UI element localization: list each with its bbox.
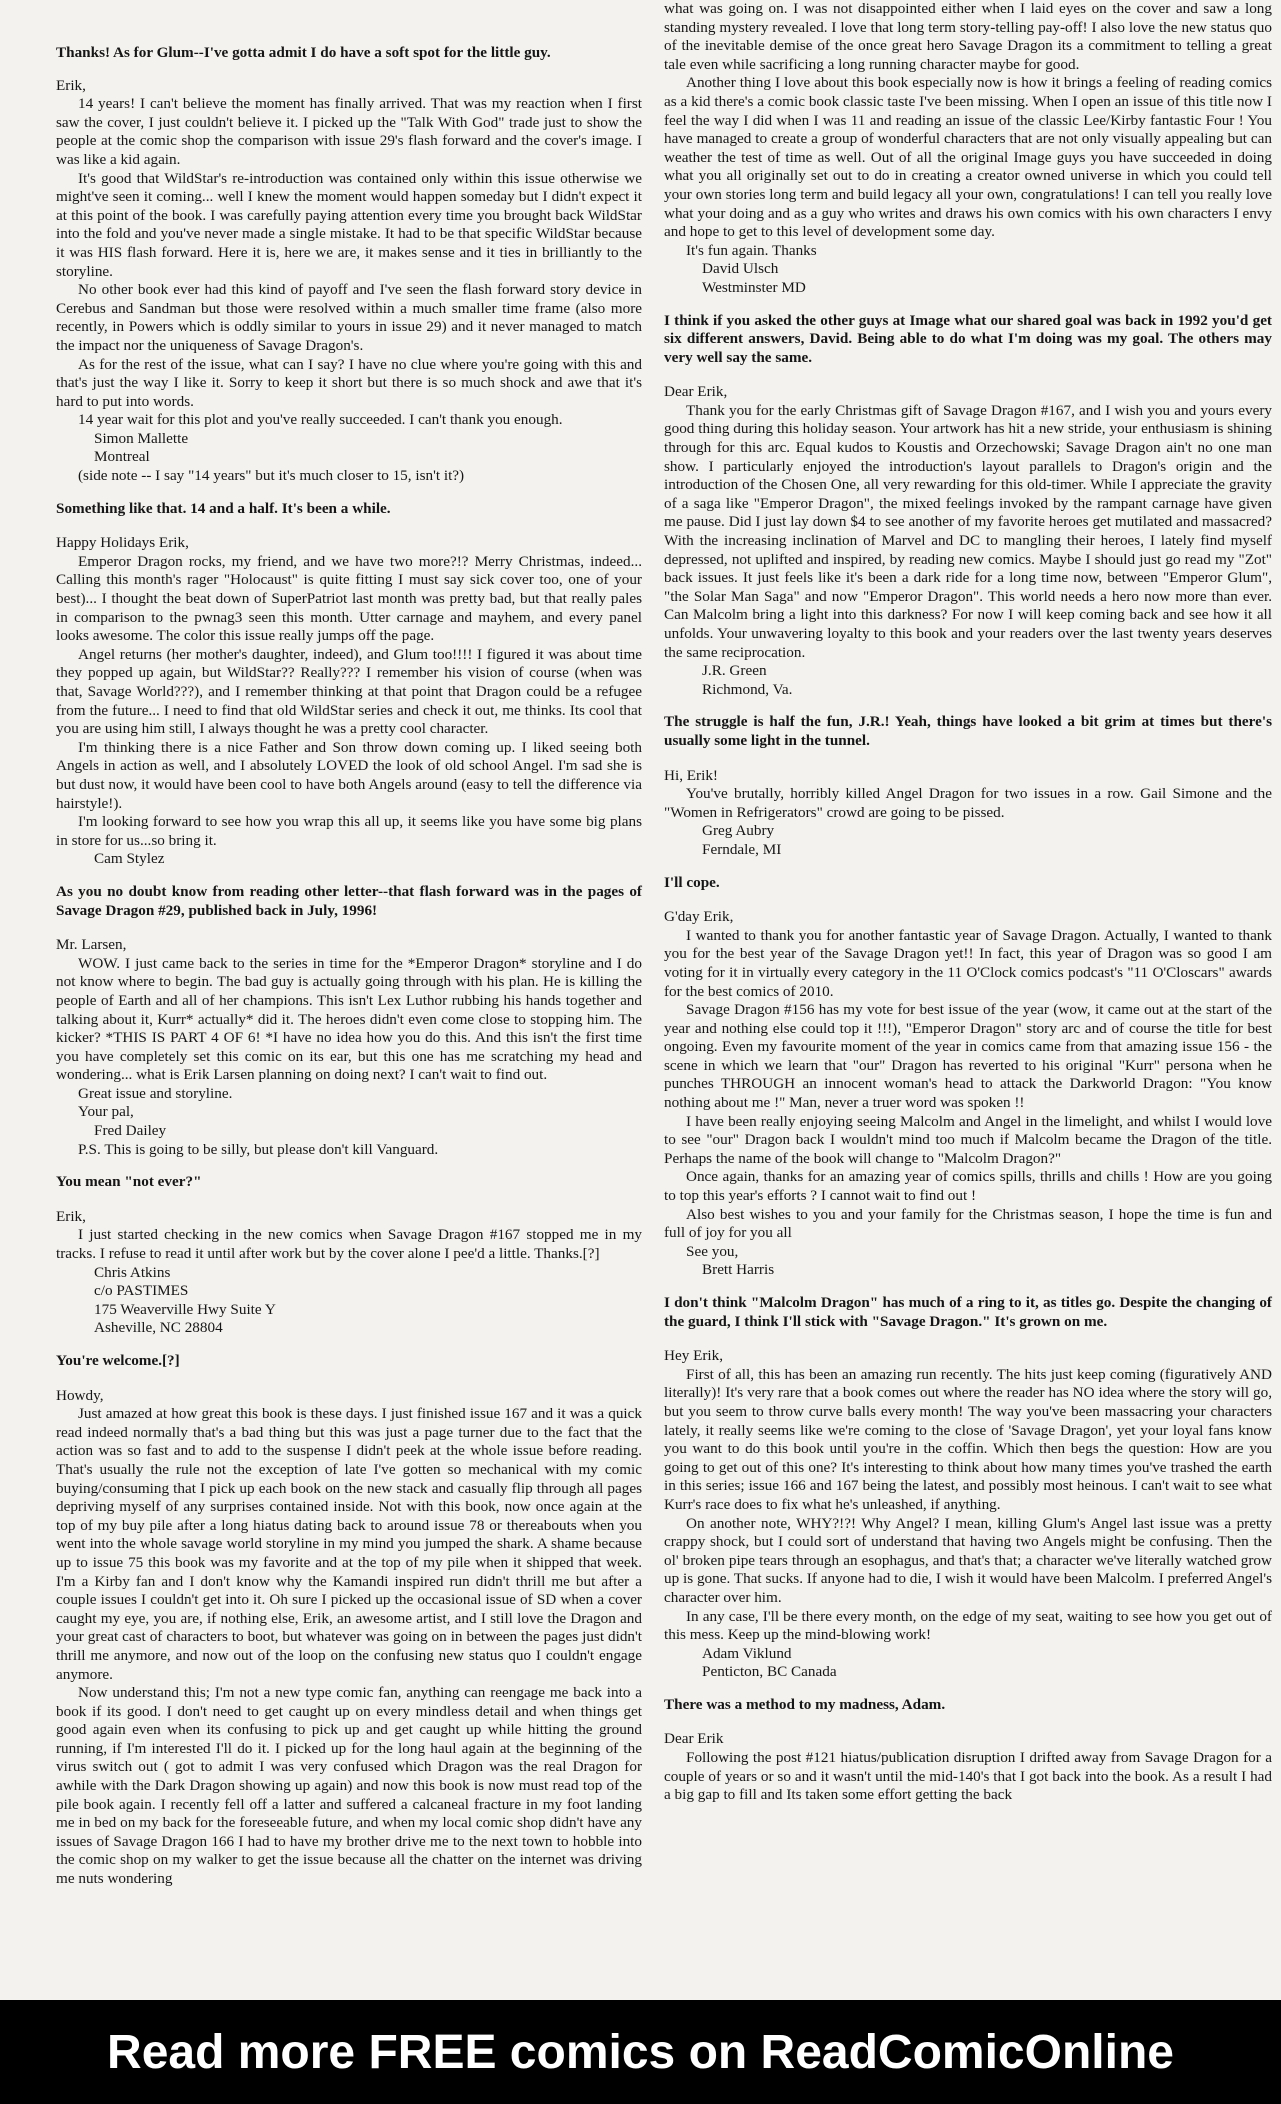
editor-reply: I'll cope. xyxy=(664,873,720,891)
letter-signature: J.R. Green xyxy=(702,662,767,680)
letter-paragraph: Savage Dragon #156 has my vote for best issue of the year (wow, it came out at the start of the year and nothing else could top it !!!), "Emperor Dragon" story arc and of course the title for best ongoing. Even my favourite moment of the year in comics came from that amazing issue 156 - the scene in which we learn that "our" Dragon has reverted to his original "Kurr" persona when he punches THROUGH an innocent woman's head to attack the Darkworld Dragon: "You know nothing about me !" Man, never a truer word was spoken !! xyxy=(664,1001,1272,1112)
letter-paragraph: I'm thinking there is a nice Father and Son throw down coming up. I liked seeing both Angels in action as well, and I absolutely LOVED the look of old school Angel. I'm sad she is but dust now, it would have been cool to have both Angels around (easy to tell the difference via hairstyle!). xyxy=(56,738,642,812)
letter-paragraph: I'm looking forward to see how you wrap this all up, it seems like you have some big plans in store for us...so bring it. xyxy=(56,813,642,849)
editor-reply: Something like that. 14 and a half. It's been a while. xyxy=(56,499,391,517)
letter-salutation: Dear Erik xyxy=(664,1730,724,1748)
letter-paragraph: 14 years! I can't believe the moment has finally arrived. That was my reaction when I first saw the cover, I just couldn't believe it. I picked up the "Talk With God" trade just to show the people at the comic shop the comparison with issue 29's flash forward and the cover's image. I was like a kid again. xyxy=(56,95,642,168)
letter-signature: Brett Harris xyxy=(702,1261,775,1279)
letter-paragraph: Following the post #121 hiatus/publication disruption I drifted away from Savage Dragon for a couple of years or so and it wasn't until the mid-140's that I got back into the book. As a result I had a big gap to fill and Its taken some effort getting the back xyxy=(664,1749,1272,1804)
letter-paragraph: In any case, I'll be there every month, on the edge of my seat, waiting to see how you get out of this mess. Keep up the mind-blowing work! xyxy=(664,1607,1272,1644)
letter-paragraph: Just amazed at how great this book is these days. I just finished issue 167 and it was a quick read indeed normally that's a bad thing but this was just a page turner due to the fact that the action was so fast and to add to the suspense I didn't peek at the whole issue before reading. That's usually the rule not the exception of late I've gotten so mechanical with my comic buying/consuming that I pick up each book on the new stack and casually flip through all pages depriving myself of any surprises contained inside. Not with this book, now once again at the top of my buy pile after a long hiatus dating back to around issue 78 or thereabouts when you went into the whole savage world storyline in my mind you jumped the shark. A shame because up to issue 75 this book was my favorite and at the top of my pile when it shipped that week. I'm a Kirby fan and I don't know why the Kamandi inspired run didn't thrill me but after a couple issues I couldn't get into it. Oh sure I picked up the occasional issue of SD when a cover caught my eye, you are, if nothing else, Erik, an awesome artist, and I still love the Dragon and your great cast of characters to boot, but whatever was going on in between the pages just didn't thrill me anymore, and now out of the loop on the confusing new status quo I couldn't engage anymore. xyxy=(56,1405,642,1683)
letter-signature: Chris Atkins xyxy=(94,1263,171,1281)
letter-paragraph: Great issue and storyline. xyxy=(78,1084,233,1102)
letter-paragraph: WOW. I just came back to the series in time for the *Emperor Dragon* storyline and I do not know where to begin. The bad guy is actually going through with his plan. He is killing the people of Earth and all of her champions. This isn't Lex Luthor rubbing his hands together and talking about it, Kurr* actually* did it. The heroes didn't even come close to stopping him. The kicker? *THIS IS PART 4 OF 6! *I have no idea how you do this. And this isn't the first time you have completely set this comic on its ear, but this one has me scratching my head and wondering... what is Erik Larsen planning on doing next? I can't wait to find out. xyxy=(56,954,642,1084)
letter-paragraph: P.S. This is going to be silly, but please don't kill Vanguard. xyxy=(78,1140,439,1158)
promo-banner[interactable] xyxy=(0,2000,1281,2104)
letter-signature: Ferndale, MI xyxy=(702,840,782,858)
letter-paragraph: Thank you for the early Christmas gift of Savage Dragon #167, and I wish you and yours every good thing during this holiday season. Your artwork has hit a new stride, your enthusiasm is shining through for this arc. Equal kudos to Koustis and Orzechowski; Savage Dragon ain't no one man show. I particularly enjoyed the introduction's layout parallels to Dragon's origin and the introduction of the Chosen One, all very rewarding for this old-timer. While I appreciate the gravity of a saga like "Emperor Dragon", the mixed feelings invoked by the rampant carnage have given me pause. Did I just lay down $4 to see another of my favorite heroes get mutilated and massacred? With the increasing inclination of Marvel and DC to mangling their heroes, I lately find myself depressed, not uplifted and inspired, by reading new comics. Maybe I should just go read my "Zot" back issues. It just feels like it's been a dark ride for a long time now, between "Emperor Glum", "the Solar Man Saga" and now "Emperor Dragon". This world needs a hero now more than ever. Can Malcolm bring a light into this darkness? For now I will keep coming back and see how it all unfolds. Your unwavering loyalty to this book and your readers over the last twenty years deserves the same reciprocation. xyxy=(664,401,1272,661)
letter-signature: Fred Dailey xyxy=(94,1122,167,1140)
letter-salutation: Erik, xyxy=(56,1207,86,1225)
letter-signature: David Ulsch xyxy=(702,260,779,278)
letter-salutation: Hi, Erik! xyxy=(664,766,718,784)
letters-column-right xyxy=(664,0,1272,1805)
letter-paragraph: First of all, this has been an amazing run recently. The hits just keep coming (figuratively AND literally)! It's very rare that a book comes out where the reader has NO idea where the story will go, but you seem to throw curve balls every month! The way you've been massacring your characters lately, it really seems like we're coming to the close of 'Savage Dragon', yet your loyal fans know you want to do this book until you're in the coffin. Which then begs the question: How are you going to get out of this one? It's interesting to think about how many times you've trashed the earth in this series; issue 166 and 167 being the latest, and possibly most heinous. I can't wait to see what Kurr's race does to fix what he's unleashed, if anything. xyxy=(664,1365,1272,1513)
editor-reply: I don't think "Malcolm Dragon" has much of a ring to it, as titles go. Despite the changing of the guard, I think I'll stick with "Savage Dragon." It's grown on me. xyxy=(664,1294,1272,1330)
letter-salutation: Hey Erik, xyxy=(664,1347,724,1365)
editor-reply: The struggle is half the fun, J.R.! Yeah, things have looked a bit grim at times but there's usually some light in the tunnel. xyxy=(664,713,1272,749)
letter-signature: Westminster MD xyxy=(702,278,806,296)
letter-paragraph: Another thing I love about this book especially now is how it brings a feeling of reading comics as a kid there's a comic book classic taste I've been missing. When I open an issue of this title now I feel the way I did when I was 11 and reading an issue of the classic Lee/Kirby fantastic Four ! You have managed to create a group of wonderful characters that are not only visually appealing but can weather the test of time as well. Out of all the original Image guys you have succeeded in doing what you all originally set out to do in creating a creator owned universe in which you could tell your own stories long term and build legacy all your own, congratulations! I can tell you really love what your doing and as a guy who writes and draws his own comics with his own characters I envy and hope to get to this level of development some day. xyxy=(664,74,1272,241)
letter-paragraph: Now understand this; I'm not a new type comic fan, anything can reengage me back into a book if its good. I don't need to get caught up on every mindless detail and when things get good again even when its confusing to pick up and get caught up while hitting the ground running, if I'm interested I'll do it. I picked up for the long haul again at the beginning of the virus switch out ( got to admit I was very confused which Dragon was the real Dragon for awhile with the Dark Dragon showing up again) and now this book is now must read top of the pile book again. I recently fell off a latter and suffered a calcaneal fracture in my foot landing me in bed on my back for the foreseeable future, and when my local comic shop didn't have any issues of Savage Dragon 166 I had to have my brother drive me to the next town to hobble into the comic shop on my walker to get the issue because all the chatter on the internet was driving me nuts wondering xyxy=(56,1684,642,1888)
letter-signature: Cam Stylez xyxy=(94,850,165,868)
editor-reply: You're welcome.[?] xyxy=(56,1352,180,1369)
letter-paragraph: I wanted to thank you for another fantastic year of Savage Dragon. Actually, I wanted to thank you for the best year of the Savage Dragon yet!! In fact, this year of Dragon was so good I am voting for it in virtually every category in the 11 O'Clock comics podcast's "11 O'Closcars" awards for the best comics of 2010. xyxy=(664,926,1272,1000)
letter-signature: c/o PASTIMES xyxy=(94,1282,189,1300)
letter-salutation: Mr. Larsen, xyxy=(56,936,127,954)
letter-paragraph: As for the rest of the issue, what can I say? I have no clue where you're going with this and that's just the way I like it. Sorry to keep it short but there is so much shock and awe that it's hard to put into words. xyxy=(56,355,642,410)
letter-salutation: Erik, xyxy=(56,76,86,94)
letter-paragraph: (side note -- I say "14 years" but it's much closer to 15, isn't it?) xyxy=(78,467,465,485)
letter-paragraph: Once again, thanks for an amazing year of comics spills, thrills and chills ! How are you going to top this year's efforts ? I cannot wait to find out ! xyxy=(664,1168,1272,1205)
letters-column-left xyxy=(56,44,642,1889)
letter-paragraph: It's fun again. Thanks xyxy=(686,241,817,259)
letter-paragraph: I have been really enjoying seeing Malcolm and Angel in the limelight, and whilst I would love to see "our" Dragon back I wouldn't mind too much if Malcolm became the Dragon of the title. Perhaps the name of the book will change to "Malcolm Dragon?" xyxy=(664,1112,1272,1167)
letter-signature: Penticton, BC Canada xyxy=(702,1663,837,1681)
letter-salutation: Happy Holidays Erik, xyxy=(56,534,189,552)
letter-paragraph: On another note, WHY?!?! Why Angel? I mean, killing Glum's Angel last issue was a pretty crappy shock, but I could sort of understand that having two Angels might be confusing. Then the ol' broken pipe tears through an esophagus, and that's that; a character we've literally watched grow up is gone. That sucks. If anyone had to die, I wish it would have been Malcolm. I preferred Angel's character over him. xyxy=(664,1514,1272,1606)
letter-paragraph: You've brutally, horribly killed Angel Dragon for two issues in a row. Gail Simone and the "Women in Refrigerators" crowd are going to be pissed. xyxy=(664,785,1272,821)
letter-salutation: Howdy, xyxy=(56,1386,104,1404)
letter-paragraph: No other book ever had this kind of payoff and I've seen the flash forward story device in Cerebus and Sandman but those were resolved within a much smaller time frame (also more recently, in Powers which is oddly similar to yours in issue 29) and it never managed to match the impact nor the uniqueness of Savage Dragon's. xyxy=(56,281,642,354)
letter-signature: Adam Viklund xyxy=(702,1644,792,1662)
letter-paragraph-continued: what was going on. I was not disappointed either when I laid eyes on the cover and saw a long standing mystery revealed. I love that long term story-telling pay-off! I also love the new status quo of the inevitable demise of the once great hero Savage Dragon its a commitment to telling a great tale even while sacrificing a long running character maybe for good. xyxy=(664,0,1272,73)
letter-paragraph: Angel returns (her mother's daughter, indeed), and Glum too!!!! I figured it was about time they popped up again, but WildStar?? Really??? I remember his vision of course (when was that, Savage World???), and I remember thinking at that point that Dragon could be a refugee from the future... I need to find that old WildStar series and check it out, me thinks. Its cool that you are using him still, I always thought he was a pretty cool character. xyxy=(56,645,642,738)
letter-signature: Greg Aubry xyxy=(702,822,775,840)
letter-paragraph: I just started checking in the new comics when Savage Dragon #167 stopped me in my tracks. I refuse to read it until after work but by the cover alone I pee'd a little. Thanks.[?] xyxy=(56,1226,642,1263)
letter-paragraph: Your pal, xyxy=(78,1103,134,1121)
letter-paragraph: Also best wishes to you and your family for the Christmas season, I hope the time is fun and full of joy for you all xyxy=(664,1205,1272,1242)
letter-signature: Asheville, NC 28804 xyxy=(94,1319,223,1337)
letter-signature: Montreal xyxy=(94,448,150,466)
editor-reply: You mean "not ever?" xyxy=(56,1173,202,1191)
letter-paragraph: It's good that WildStar's re-introduction was contained only within this issue otherwise we might've seen it coming... well I knew the moment would happen someday but I didn't expect it at this point of the book. I was carefully paying attention every time you brought back WildStar into the fold and you've never made a single mistake. It had to be that specific WildStar because it was HIS flash forward. Here it is, here we are, it makes sense and it ties in brilliantly to the storyline. xyxy=(56,169,642,280)
letter-signature: 175 Weaverville Hwy Suite Y xyxy=(94,1300,276,1318)
letter-salutation: G'day Erik, xyxy=(664,908,734,926)
editor-reply: I think if you asked the other guys at Image what our shared goal was back in 1992 you'd get six different answers, David. Being able to do what I'm doing was my goal. The others may very well say the same. xyxy=(664,311,1272,366)
editor-reply: As you no doubt know from reading other letter--that flash forward was in the pages of Savage Dragon #29, published back in July, 1996! xyxy=(56,882,642,919)
letter-paragraph: Emperor Dragon rocks, my friend, and we have two more?!? Merry Christmas, indeed... Calling this month's rager "Holocaust" is quite fitting I must say sick cover too, one of your best)... I thought the beat down of SuperPatriot last month was pretty bad, but that really pales in comparison to the pwnag3 seen this month. Utter carnage and mayhem, and every panel looks awesome. The color this issue really jumps off the page. xyxy=(56,552,642,645)
letter-signature: Richmond, Va. xyxy=(702,680,793,698)
letter-paragraph: See you, xyxy=(686,1242,739,1260)
editor-reply: There was a method to my madness, Adam. xyxy=(664,1695,946,1713)
promo-banner-text[interactable]: Read more FREE comics on ReadComicOnline xyxy=(107,2025,1174,2079)
letter-salutation: Dear Erik, xyxy=(664,383,728,401)
letter-paragraph: 14 year wait for this plot and you've really succeeded. I can't thank you enough. xyxy=(78,411,563,429)
editor-reply: Thanks! As for Glum--I've gotta admit I do have a soft spot for the little guy. xyxy=(56,44,551,61)
letter-signature: Simon Mallette xyxy=(94,429,189,447)
